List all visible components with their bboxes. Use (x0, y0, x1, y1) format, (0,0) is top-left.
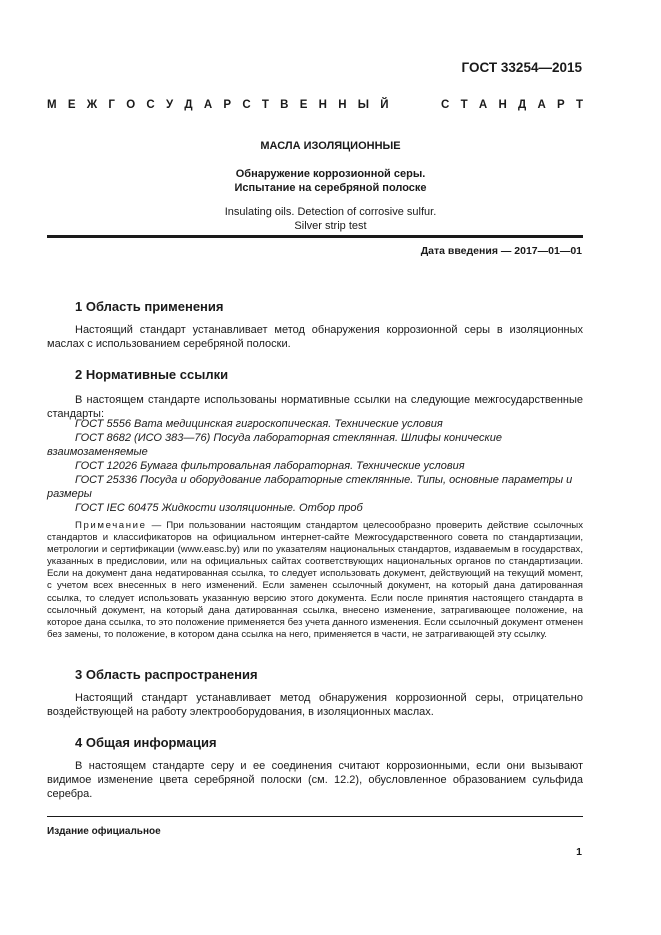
footer-divider (47, 816, 583, 817)
standard-title: МАСЛА ИЗОЛЯЦИОННЫЕ (260, 140, 401, 152)
banner-letter: С (146, 99, 155, 111)
note-block (47, 520, 583, 641)
standard-subtitle (0, 167, 661, 195)
banner-letter: С (441, 99, 450, 111)
subtitle-line: Испытание на серебряной полоске (234, 182, 427, 194)
banner-letter: Н (498, 99, 507, 111)
english-title-line: Insulating oils. Detection of corrosive sulfur. (224, 206, 437, 218)
banner-letter: Г (108, 99, 115, 111)
banner-letter: Р (223, 99, 232, 111)
banner-letter: В (280, 99, 289, 111)
reference-item: ГОСТ IEC 60475 Жидкости изоляционные. Отбор проб (75, 502, 363, 514)
section-paragraph: В настоящем стандарте использованы нормативные ссылки на следующие межгосударственные стандарты: (47, 394, 583, 420)
section-heading: 4 Общая информация (75, 735, 217, 750)
reference-item: ГОСТ 25336 Посуда и оборудование лабораторные стеклянные. Типы, основные параметры и размеры (47, 474, 573, 500)
section-heading: 1 Область применения (75, 299, 224, 314)
page-number: 1 (576, 846, 582, 858)
reference-item: ГОСТ 12026 Бумага фильтровальная лабораторная. Технические условия (75, 460, 465, 472)
banner-letter: А (203, 99, 213, 111)
section-heading: 3 Область распространения (75, 667, 258, 682)
banner-letter: М (47, 99, 57, 111)
banner-letter: Н (318, 99, 327, 111)
banner-letter: У (165, 99, 174, 111)
note-label: Примечание (75, 520, 147, 531)
banner-letter: Е (299, 99, 308, 111)
banner-gap (400, 99, 430, 111)
english-title-line: Silver strip test (294, 220, 367, 232)
banner-letter: Й (380, 99, 389, 111)
note-text: — При пользовании настоящим стандартом целесообразно проверить действие ссылочных стандартов и классификаторов на официальном интернет-сайте Межгосударственного совета по стандартизации, метрологии и сертификации (www.easc.by) или по указателям национальных стандартов, издаваемым в государствах, указанных в предисловии, или на официальных сайтах соответствующих национальных органов по стандартизации. Если на документ дана недатированная ссылка, то следует использовать документ, действующий на текущий момент, с учетом всех внесенных в него изменений. Если заменен ссылочный документ, на который дана датированная ссылка, то следует использовать указанную версию этого документа. Если после принятия настоящего стандарта в ссылочный документ, на который дана датированная ссылка, внесено изменение, затрагивающее положение, на которое дана ссылка, то это положение применяется без учета данного изменения. Если ссылочный документ отменен без замены, то положение, в котором дана ссылка на него, применяется в части, не затрагивающей эту ссылку. (47, 520, 583, 640)
header-divider (47, 235, 583, 238)
reference-item: ГОСТ 5556 Вата медицинская гигроскопическая. Технические условия (75, 418, 443, 430)
banner-letter: Р (557, 99, 565, 111)
banner-letter: Т (575, 99, 583, 111)
subtitle-line: Обнаружение коррозионной серы. (235, 168, 426, 180)
banner-letter: Н (338, 99, 347, 111)
reference-item: ГОСТ 8682 (ИСО 383—76) Посуда лабораторная стеклянная. Шлифы конические взаимозаменяемые (47, 432, 502, 458)
gost-code: ГОСТ 33254—2015 (461, 60, 582, 75)
banner-letter: С (242, 99, 251, 111)
banner-letter: О (126, 99, 136, 111)
official-edition-label: Издание официальное (47, 826, 161, 837)
introduction-date: Дата введения — 2017—01—01 (420, 245, 582, 257)
banner-letter: Д (184, 99, 193, 111)
banner-letter: Т (261, 99, 269, 111)
section-paragraph: Настоящий стандарт устанавливает метод обнаружения коррозионной серы, отрицательно воздействующей на работу электрооборудования, в изоляционных маслах. (47, 692, 583, 718)
standard-banner (47, 99, 583, 111)
banner-letter: А (478, 99, 488, 111)
banner-letter: Д (518, 99, 527, 111)
section-paragraph: Настоящий стандарт устанавливает метод обнаружения коррозионной серы в изоляционных маслах с использованием серебряной полоски. (47, 324, 583, 350)
banner-letter: Ж (86, 99, 98, 111)
banner-letter: Ы (357, 99, 370, 111)
banner-letter: Т (460, 99, 468, 111)
english-title (0, 205, 661, 233)
section-paragraph: В настоящем стандарте серу и ее соединения считают коррозионными, если они вызывают видимое изменение цвета серебряной полоски (см. 12.2), обусловленное образованием сульфида серебра. (47, 760, 583, 800)
banner-letter: Е (67, 99, 76, 111)
section-heading: 2 Нормативные ссылки (75, 367, 229, 382)
banner-letter: А (537, 99, 546, 111)
